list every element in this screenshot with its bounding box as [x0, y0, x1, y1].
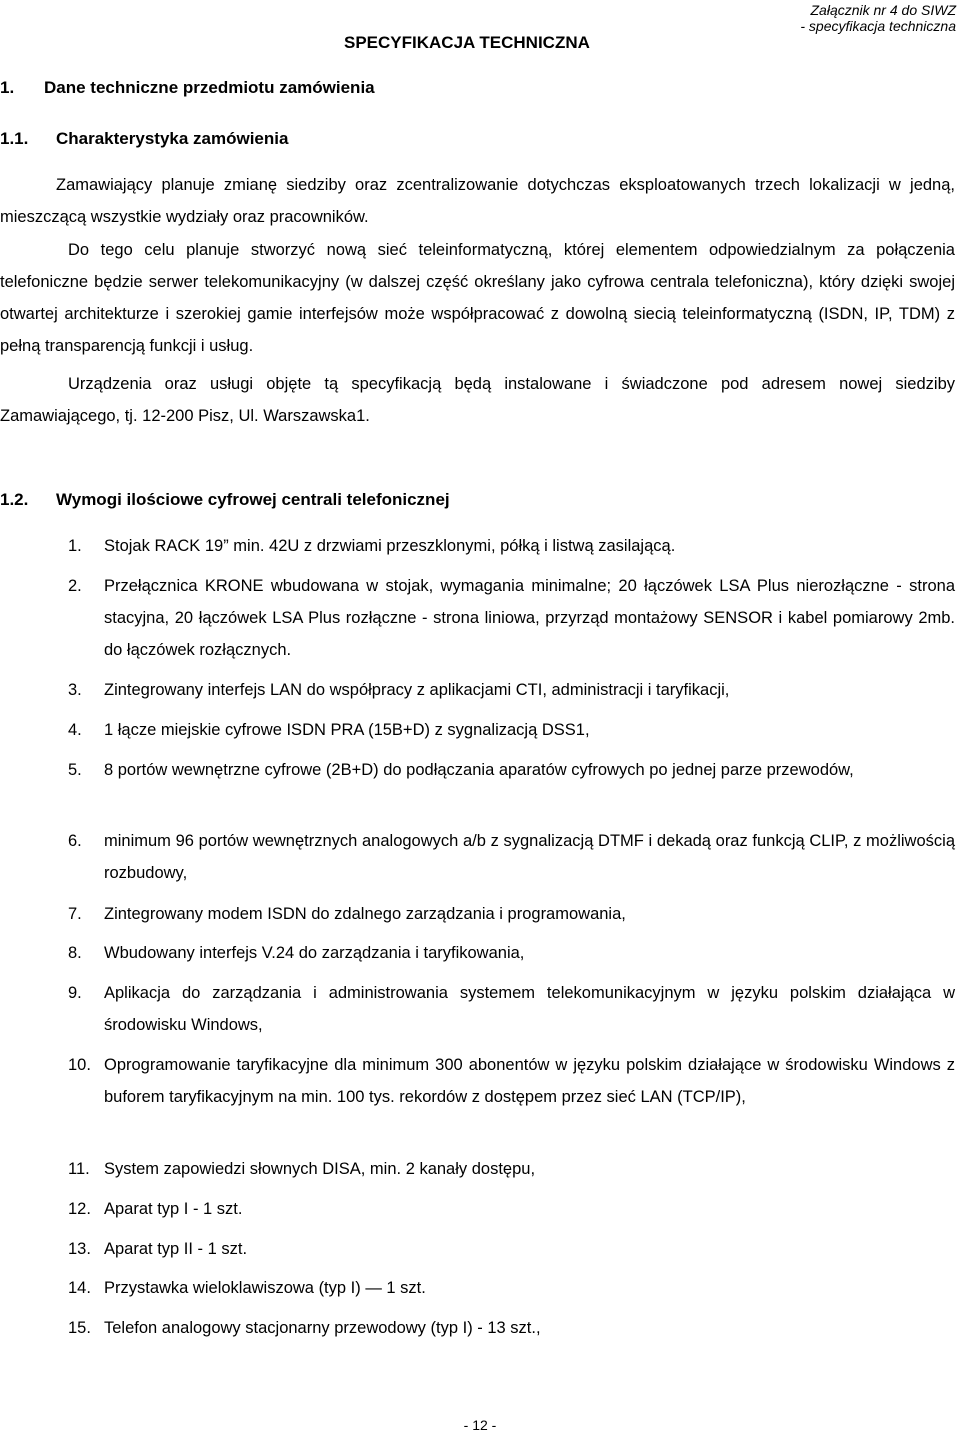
list-item-text: Zintegrowany modem ISDN do zdalnego zarządzania i programowania, [104, 905, 626, 923]
annex-line-1: Załącznik nr 4 do SIWZ [810, 2, 956, 18]
list-item [68, 754, 955, 786]
annex-line-2: - specyfikacja techniczna [800, 18, 956, 34]
list-item-number: 9. [68, 984, 82, 1002]
list-item [68, 674, 955, 706]
paragraph-1: Zamawiający planuje zmianę siedziby oraz zcentralizowanie dotychczas eksploatowanych trzech lokalizacji w jedną, mieszczącą wszystkie wydziały oraz pracowników. [0, 176, 955, 226]
annex-label [800, 2, 956, 34]
section-1-2-title: Wymogi ilościowe cyfrowej centrali telefonicznej [56, 490, 450, 509]
list-item-number: 12. [68, 1200, 91, 1218]
list-item-text: Oprogramowanie taryfikacyjne dla minimum 300 abonentów w języku polskim działające w środowisku Windows z buforem taryfikacyjnym na min. 100 tys. rekordów z dostępem przez sieć LAN (TCP/IP), [104, 1056, 955, 1106]
list-item-number: 15. [68, 1319, 91, 1337]
list-item-number: 10. [68, 1056, 91, 1074]
list-item [68, 1272, 955, 1304]
section-1-1-heading [0, 129, 288, 149]
section-1-number: 1. [0, 78, 15, 97]
list-item-text: Aplikacja do zarządzania i administrowania systemem telekomunikacyjnym w języku polskim działająca w środowisku Windows, [104, 984, 955, 1034]
list-item [68, 977, 955, 1041]
list-item-number: 13. [68, 1240, 91, 1258]
list-item-number: 4. [68, 721, 82, 739]
list-item-text: Aparat typ I - 1 szt. [104, 1200, 243, 1218]
list-item [68, 937, 955, 969]
list-item-number: 1. [68, 537, 82, 555]
list-item-text: Telefon analogowy stacjonarny przewodowy (typ I) - 13 szt., [104, 1319, 541, 1337]
list-item [68, 1233, 955, 1265]
list-item-number: 14. [68, 1279, 91, 1297]
document-title: SPECYFIKACJA TECHNICZNA [344, 33, 590, 52]
list-item-text: Aparat typ II - 1 szt. [104, 1240, 248, 1258]
list-item [68, 825, 955, 889]
list-item-text: minimum 96 portów wewnętrznych analogowych a/b z sygnalizacją DTMF i dekadą oraz funkcją CLIP, z możliwością rozbudowy, [104, 832, 955, 882]
list-item [68, 1312, 955, 1344]
section-1-2-number: 1.2. [0, 490, 29, 509]
section-1-heading [0, 78, 375, 98]
list-item-number: 6. [68, 832, 82, 850]
list-item-text: Przełącznica KRONE wbudowana w stojak, wymagania minimalne; 20 łączówek LSA Plus nierozłączne - strona stacyjna, 20 łączówek LSA Plus rozłączne - strona liniowa, przyrząd montażowy SENSOR i kabel pomiarowy 2mb. do łączówek rozłącznych. [104, 577, 955, 659]
list-item-number: 2. [68, 577, 82, 595]
list-item-text: 1 łącze miejskie cyfrowe ISDN PRA (15B+D) z sygnalizacją DSS1, [104, 721, 590, 739]
list-item-number: 5. [68, 761, 82, 779]
list-item-text: Zintegrowany interfejs LAN do współpracy z aplikacjami CTI, administracji i taryfikacji, [104, 681, 730, 699]
list-item-text: 8 portów wewnętrzne cyfrowe (2B+D) do podłączania aparatów cyfrowych po jednej parze przewodów, [104, 761, 854, 779]
section-1-1-number: 1.1. [0, 129, 29, 148]
list-item [68, 714, 955, 746]
list-item-number: 3. [68, 681, 82, 699]
list-item-text: Przystawka wieloklawiszowa (typ I) — 1 szt. [104, 1279, 426, 1297]
list-item-text: Stojak RACK 19” min. 42U z drzwiami przeszklonymi, półką i listwą zasilającą. [104, 537, 676, 555]
list-item [68, 570, 955, 666]
list-item [68, 530, 955, 562]
list-item-number: 11. [68, 1160, 90, 1178]
list-item-number: 7. [68, 905, 82, 923]
paragraph-3: Urządzenia oraz usługi objęte tą specyfikacją będą instalowane i świadczone pod adresem nowej siedziby Zamawiającego, tj. 12-200 Pisz, Ul. Warszawska1. [0, 375, 955, 425]
list-item-number: 8. [68, 944, 82, 962]
list-item [68, 1153, 955, 1185]
paragraph-2: Do tego celu planuje stworzyć nową sieć teleinformatyczną, której elementem odpowiedzialnym za połączenia telefoniczne będzie serwer telekomunikacyjny (w dalszej część określany jako cyfrowa centrala telefoniczna), który dzięki swojej otwartej architekturze i szerokiej gamie interfejsów może współpracować z dowolną siecią teleinformatyczną (ISDN, IP, TDM) z pełną transparencją funkcji i usług. [0, 241, 955, 355]
list-item-text: System zapowiedzi słownych DISA, min. 2 kanały dostępu, [104, 1160, 536, 1178]
list-item [68, 1049, 955, 1113]
page-number: - 12 - [463, 1417, 497, 1433]
section-1-2-heading [0, 490, 450, 510]
list-item-text: Wbudowany interfejs V.24 do zarządzania i taryfikowania, [104, 944, 525, 962]
list-item [68, 898, 955, 930]
section-1-1-title: Charakterystyka zamówienia [56, 129, 289, 148]
list-item [68, 1193, 955, 1225]
section-1-title: Dane techniczne przedmiotu zamówienia [44, 78, 375, 97]
